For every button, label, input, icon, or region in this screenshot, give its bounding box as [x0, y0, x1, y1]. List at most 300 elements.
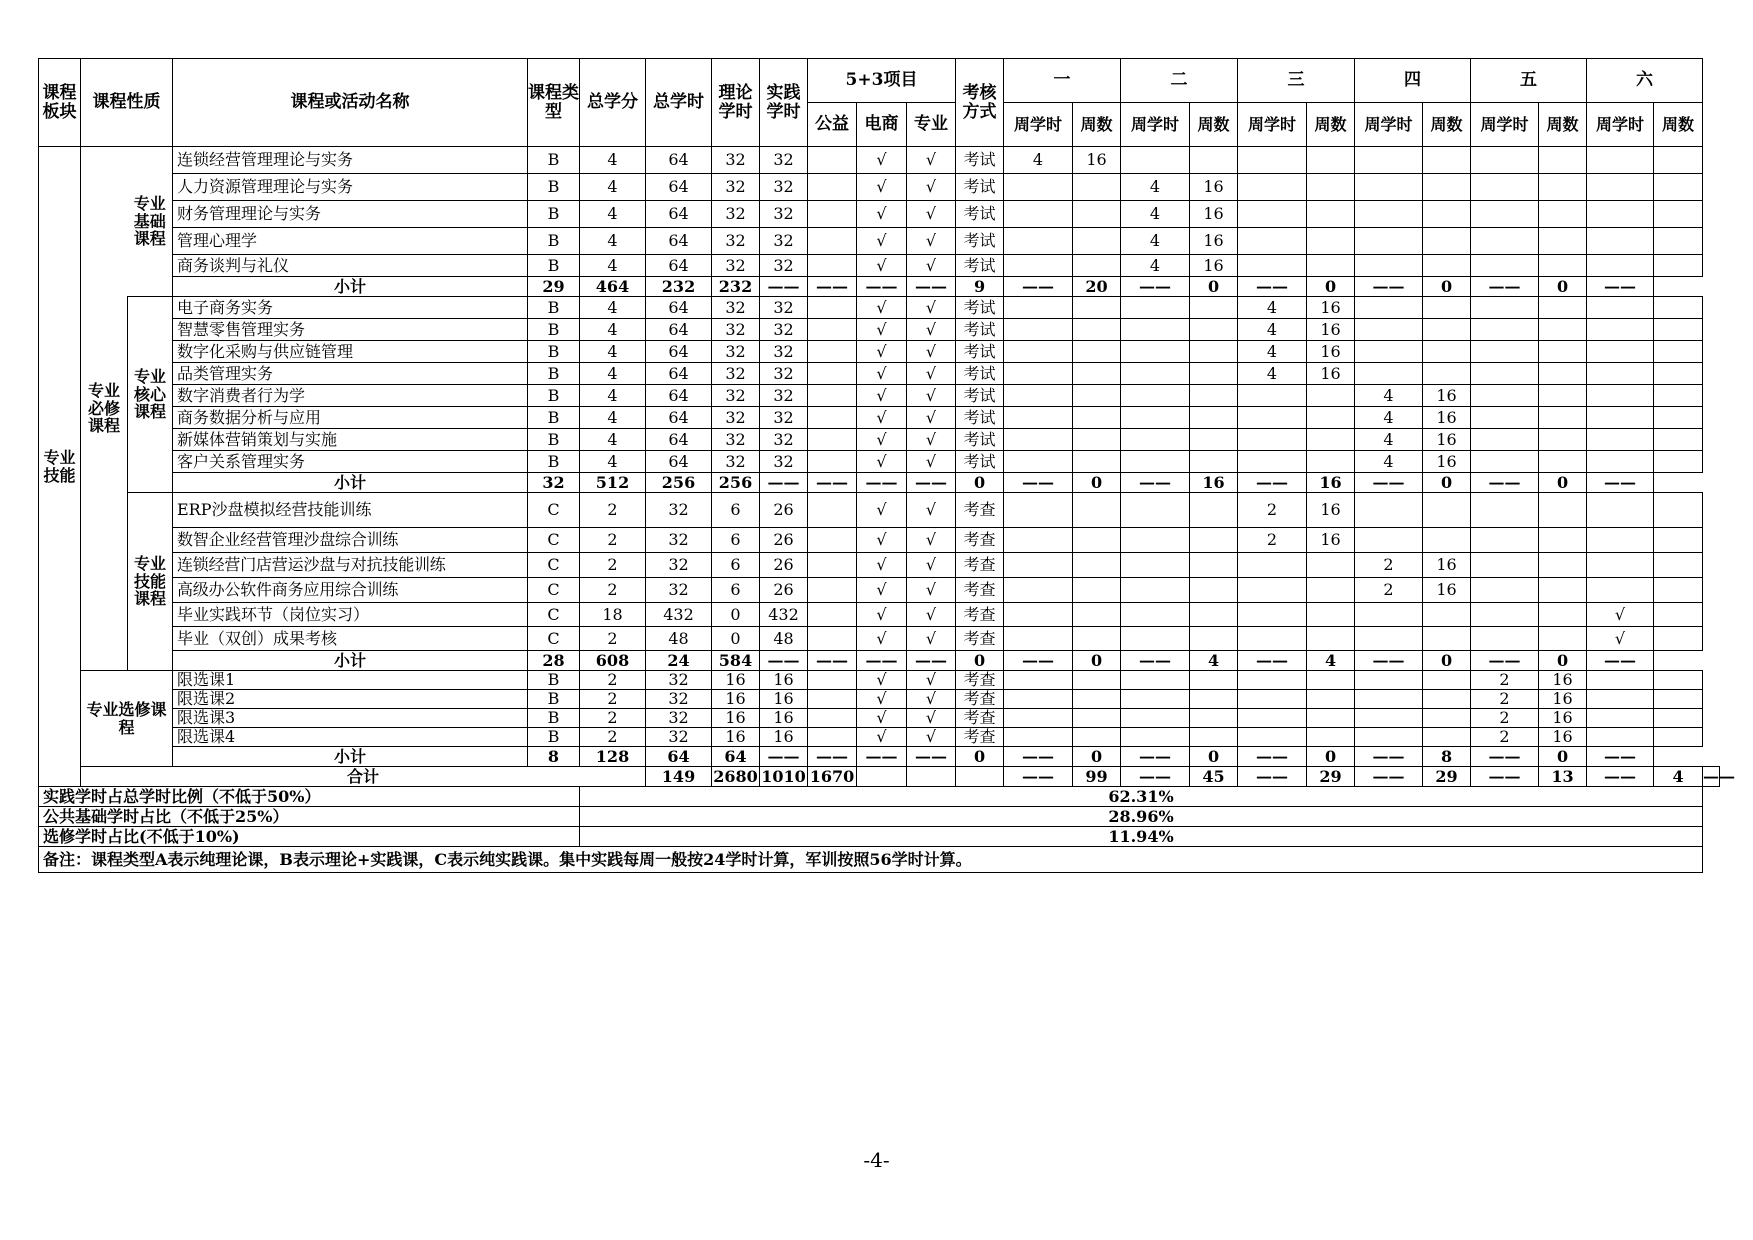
header-semester: 六 [1587, 59, 1703, 103]
header-theory-hours: 理论学时 [712, 59, 760, 147]
subtotal-cell: —— [907, 277, 956, 297]
table-cell: 4 [580, 201, 646, 228]
table-cell: 6 [712, 528, 760, 553]
table-cell: B [528, 319, 580, 341]
table-cell [1190, 407, 1238, 429]
total-cell: 13 [1539, 767, 1587, 787]
table-row [39, 690, 1720, 709]
table-cell: 26 [760, 553, 808, 578]
table-cell [1121, 578, 1190, 603]
subtotal-cell: —— [1121, 473, 1190, 493]
table-cell: 64 [646, 255, 712, 277]
course-name-cell: 财务管理理论与实务 [173, 201, 528, 228]
table-cell [808, 553, 857, 578]
table-cell: 0 [712, 603, 760, 627]
table-cell: 32 [760, 319, 808, 341]
table-cell: B [528, 385, 580, 407]
table-cell [1190, 690, 1238, 709]
table-cell: 4 [1355, 385, 1423, 407]
table-cell [1587, 493, 1654, 528]
table-cell [1073, 385, 1121, 407]
table-cell: 4 [1121, 228, 1190, 255]
table-cell [1355, 174, 1423, 201]
table-cell [1121, 603, 1190, 627]
table-cell [808, 578, 857, 603]
table-cell [1539, 553, 1587, 578]
table-cell: 16 [1423, 578, 1471, 603]
ratio-label: 实践学时占总学时比例（不低于50%） [39, 787, 580, 807]
table-cell: √ [857, 553, 907, 578]
table-cell: 4 [580, 385, 646, 407]
table-row [39, 297, 1720, 319]
table-row [39, 385, 1720, 407]
table-cell [808, 319, 857, 341]
subtotal-cell: 0 [1190, 747, 1238, 767]
table-cell [1121, 690, 1190, 709]
course-name-cell: 限选课2 [173, 690, 528, 709]
subtotal-cell: 0 [1423, 473, 1471, 493]
subtotal-label-cell: 小计 [173, 473, 528, 493]
table-cell [1190, 709, 1238, 728]
subtotal-cell: —— [1238, 277, 1307, 297]
table-cell: √ [1587, 603, 1654, 627]
table-cell [1423, 319, 1471, 341]
table-cell [1190, 603, 1238, 627]
table-cell: 16 [1307, 363, 1355, 385]
table-cell: 4 [1121, 201, 1190, 228]
table-row [39, 429, 1720, 451]
table-row [39, 578, 1720, 603]
table-cell [1654, 385, 1703, 407]
table-cell [1355, 319, 1423, 341]
table-cell: √ [857, 578, 907, 603]
table-cell [1355, 728, 1423, 747]
curriculum-table [38, 58, 1736, 873]
subtotal-cell: —— [1355, 747, 1423, 767]
table-cell: √ [907, 528, 956, 553]
table-cell [1423, 363, 1471, 385]
table-cell: 32 [760, 297, 808, 319]
table-cell [1307, 690, 1355, 709]
table-cell [1654, 690, 1703, 709]
table-cell [1307, 147, 1355, 174]
table-cell [1004, 255, 1073, 277]
table-cell: 26 [760, 493, 808, 528]
table-cell: 4 [1238, 341, 1307, 363]
table-cell [1238, 407, 1307, 429]
table-cell [1307, 553, 1355, 578]
table-cell [1471, 553, 1539, 578]
course-name-cell: 商务数据分析与应用 [173, 407, 528, 429]
table-cell: 16 [760, 671, 808, 690]
table-row [39, 709, 1720, 728]
table-cell [1539, 255, 1587, 277]
header-semester: 五 [1471, 59, 1587, 103]
table-cell: 26 [760, 578, 808, 603]
table-cell [1539, 493, 1587, 528]
table-cell [1355, 603, 1423, 627]
table-cell: 32 [712, 228, 760, 255]
table-cell: 4 [1004, 147, 1073, 174]
table-cell [1121, 385, 1190, 407]
table-cell: √ [907, 451, 956, 473]
table-cell: √ [907, 578, 956, 603]
table-cell [1004, 578, 1073, 603]
course-name-cell: 客户关系管理实务 [173, 451, 528, 473]
table-cell [1654, 553, 1703, 578]
table-cell [1190, 385, 1238, 407]
header-project-col: 专业 [907, 103, 956, 147]
table-cell [1121, 341, 1190, 363]
table-cell: √ [857, 709, 907, 728]
table-cell [1654, 174, 1703, 201]
table-cell: √ [857, 728, 907, 747]
table-cell: 32 [712, 341, 760, 363]
table-cell [1423, 493, 1471, 528]
table-cell [1307, 174, 1355, 201]
table-cell [1121, 493, 1190, 528]
table-cell [808, 255, 857, 277]
table-cell [1355, 297, 1423, 319]
table-cell: 2 [580, 671, 646, 690]
table-cell: B [528, 174, 580, 201]
subtotal-cell: 32 [528, 473, 580, 493]
table-cell: 16 [760, 728, 808, 747]
table-cell [1073, 228, 1121, 255]
subtotal-cell: —— [1587, 277, 1654, 297]
header-weeks: 周数 [1190, 103, 1238, 147]
table-cell: 考试 [956, 319, 1004, 341]
table-cell [1423, 255, 1471, 277]
subtotal-cell: 256 [712, 473, 760, 493]
table-cell [1539, 451, 1587, 473]
table-cell [1355, 671, 1423, 690]
table-cell: √ [857, 147, 907, 174]
table-cell [808, 603, 857, 627]
table-cell [1004, 671, 1073, 690]
table-cell: 16 [712, 690, 760, 709]
table-cell [1471, 385, 1539, 407]
table-cell [1238, 553, 1307, 578]
subtotal-cell: 0 [1423, 277, 1471, 297]
table-row [39, 341, 1720, 363]
table-cell [1073, 578, 1121, 603]
table-cell: √ [907, 671, 956, 690]
table-cell: 16 [1539, 709, 1587, 728]
table-row [39, 255, 1720, 277]
subtotal-cell: 0 [956, 651, 1004, 671]
subtotal-cell: —— [1471, 277, 1539, 297]
table-cell [1307, 709, 1355, 728]
table-cell [1539, 385, 1587, 407]
table-cell [808, 201, 857, 228]
table-cell: √ [857, 429, 907, 451]
table-cell: 16 [1073, 147, 1121, 174]
table-cell: 16 [712, 709, 760, 728]
table-cell: 2 [1471, 709, 1539, 728]
table-cell: 16 [712, 728, 760, 747]
table-cell [1190, 297, 1238, 319]
table-cell [1121, 528, 1190, 553]
table-cell [1539, 429, 1587, 451]
subtotal-cell: 0 [1539, 277, 1587, 297]
table-cell: 64 [646, 319, 712, 341]
table-cell: 4 [580, 341, 646, 363]
table-cell [1004, 553, 1073, 578]
table-cell: 4 [580, 147, 646, 174]
table-cell: 2 [1471, 728, 1539, 747]
subtotal-cell: —— [808, 747, 857, 767]
table-cell [1190, 627, 1238, 651]
ratio-label: 选修学时占比(不低于10%) [39, 827, 580, 847]
subtotal-cell: —— [1355, 651, 1423, 671]
subtotal-cell: —— [857, 747, 907, 767]
table-cell: 16 [1539, 728, 1587, 747]
table-cell [1121, 147, 1190, 174]
table-cell: 2 [580, 690, 646, 709]
table-cell: √ [907, 553, 956, 578]
table-cell: 考试 [956, 341, 1004, 363]
course-name-cell: 人力资源管理理论与实务 [173, 174, 528, 201]
header-weeks: 周数 [1073, 103, 1121, 147]
subtotal-cell: 0 [1307, 277, 1355, 297]
table-cell: 32 [712, 319, 760, 341]
table-cell [1121, 627, 1190, 651]
header-total-credits: 总学分 [580, 59, 646, 147]
table-cell: 16 [760, 690, 808, 709]
table-cell: √ [907, 297, 956, 319]
table-cell [1587, 363, 1654, 385]
table-cell: 4 [580, 363, 646, 385]
table-row [39, 493, 1720, 528]
header-weeks: 周数 [1423, 103, 1471, 147]
table-cell [1355, 627, 1423, 651]
table-cell: √ [857, 341, 907, 363]
table-cell [1238, 429, 1307, 451]
total-label-cell: 合计 [81, 767, 646, 787]
subtotal-cell: —— [808, 651, 857, 671]
subtotal-cell: —— [1471, 651, 1539, 671]
table-cell: 4 [1355, 451, 1423, 473]
table-cell [1471, 147, 1539, 174]
course-name-cell: 数字化采购与供应链管理 [173, 341, 528, 363]
table-cell [1238, 385, 1307, 407]
table-cell [1587, 341, 1654, 363]
table-cell [1654, 709, 1703, 728]
table-cell [1423, 297, 1471, 319]
table-cell: √ [907, 690, 956, 709]
table-cell [1471, 341, 1539, 363]
subtotal-cell: 464 [580, 277, 646, 297]
table-cell [808, 174, 857, 201]
subtotal-cell: 0 [1539, 747, 1587, 767]
header-total-hours: 总学时 [646, 59, 712, 147]
table-cell: √ [907, 709, 956, 728]
table-cell [1654, 528, 1703, 553]
table-cell [1190, 319, 1238, 341]
table-cell [808, 147, 857, 174]
table-cell: 考查 [956, 493, 1004, 528]
header-semester: 二 [1121, 59, 1238, 103]
table-cell: 考试 [956, 228, 1004, 255]
table-cell [1471, 407, 1539, 429]
header-practice-hours: 实践学时 [760, 59, 808, 147]
header-week-hours: 周学时 [1587, 103, 1654, 147]
table-cell [1004, 603, 1073, 627]
table-cell: 32 [712, 385, 760, 407]
table-cell [1654, 341, 1703, 363]
remark-text: 备注：课程类型A表示纯理论课，B表示理论+实践课，C表示纯实践课。集中实践每周一般按24学时计算，军训按照56学时计算。 [39, 847, 1703, 873]
table-cell: 432 [760, 603, 808, 627]
table-cell [1121, 709, 1190, 728]
course-name-cell: 智慧零售管理实务 [173, 319, 528, 341]
table-row [39, 228, 1720, 255]
table-cell: 16 [1307, 297, 1355, 319]
subtotal-cell: —— [907, 473, 956, 493]
table-cell: 16 [1190, 201, 1238, 228]
table-cell [1654, 147, 1703, 174]
table-cell [1307, 603, 1355, 627]
header-project-col: 公益 [808, 103, 857, 147]
table-cell [1423, 174, 1471, 201]
table-cell [1190, 728, 1238, 747]
table-cell: 16 [1190, 228, 1238, 255]
table-cell: 考查 [956, 528, 1004, 553]
table-cell [1004, 201, 1073, 228]
table-cell: 32 [646, 728, 712, 747]
table-cell: 32 [646, 690, 712, 709]
table-cell: 4 [580, 407, 646, 429]
core-group-cell: 专业核心课程 [128, 297, 173, 493]
table-cell [1004, 493, 1073, 528]
table-cell: 32 [646, 578, 712, 603]
table-cell [1654, 603, 1703, 627]
course-name-cell: 商务谈判与礼仪 [173, 255, 528, 277]
subtotal-cell: 128 [580, 747, 646, 767]
table-cell: 32 [712, 147, 760, 174]
subtotal-cell: 9 [956, 277, 1004, 297]
table-cell [1073, 255, 1121, 277]
subtotal-cell: —— [1355, 277, 1423, 297]
table-cell [1190, 147, 1238, 174]
course-name-cell: 毕业实践环节（岗位实习） [173, 603, 528, 627]
table-cell: 432 [646, 603, 712, 627]
table-cell: √ [907, 493, 956, 528]
table-cell: B [528, 429, 580, 451]
table-cell [1073, 728, 1121, 747]
subtotal-cell: 20 [1073, 277, 1121, 297]
table-row [39, 671, 1720, 690]
table-cell [1121, 297, 1190, 319]
subtotal-cell: —— [760, 651, 808, 671]
subtotal-row [39, 277, 1720, 297]
table-cell [1654, 297, 1703, 319]
table-cell [1423, 728, 1471, 747]
total-cell: 29 [1307, 767, 1355, 787]
table-cell [1121, 363, 1190, 385]
table-cell [1355, 690, 1423, 709]
subtotal-cell: —— [1121, 747, 1190, 767]
table-cell [1587, 728, 1654, 747]
table-cell [1004, 429, 1073, 451]
subtotal-cell: 0 [1307, 747, 1355, 767]
table-cell [1307, 627, 1355, 651]
table-cell [1471, 363, 1539, 385]
subtotal-cell: —— [857, 651, 907, 671]
table-cell [1121, 671, 1190, 690]
ratio-value: 28.96% [580, 807, 1703, 827]
table-cell [808, 627, 857, 651]
table-cell: 6 [712, 578, 760, 603]
total-cell [956, 767, 1004, 787]
subtotal-cell: —— [808, 277, 857, 297]
table-cell: 考试 [956, 147, 1004, 174]
subtotal-label-cell: 小计 [173, 651, 528, 671]
subtotal-cell: —— [1587, 747, 1654, 767]
table-cell [1004, 627, 1073, 651]
table-cell: 32 [760, 385, 808, 407]
table-cell: 32 [712, 201, 760, 228]
subtotal-cell: —— [907, 651, 956, 671]
table-cell: 2 [580, 553, 646, 578]
table-cell [1587, 319, 1654, 341]
table-cell [1654, 451, 1703, 473]
table-cell [1190, 528, 1238, 553]
table-cell: 4 [580, 429, 646, 451]
table-cell: B [528, 228, 580, 255]
table-cell: 64 [646, 341, 712, 363]
subtotal-cell: —— [1238, 747, 1307, 767]
table-cell: 考试 [956, 407, 1004, 429]
header-semester: 四 [1355, 59, 1471, 103]
table-cell [1238, 174, 1307, 201]
table-cell [808, 341, 857, 363]
table-cell [1121, 407, 1190, 429]
table-cell: 考查 [956, 728, 1004, 747]
table-cell: √ [907, 407, 956, 429]
table-cell [1539, 147, 1587, 174]
table-cell: 考查 [956, 578, 1004, 603]
table-cell [1539, 319, 1587, 341]
table-cell: √ [857, 690, 907, 709]
table-cell [1307, 578, 1355, 603]
table-cell: 4 [1238, 319, 1307, 341]
table-cell: 考查 [956, 553, 1004, 578]
table-cell [1121, 319, 1190, 341]
total-cell: —— [1238, 767, 1307, 787]
ratio-value: 62.31% [580, 787, 1703, 807]
table-cell [808, 690, 857, 709]
table-cell [1587, 690, 1654, 709]
table-cell [1073, 341, 1121, 363]
header-week-hours: 周学时 [1121, 103, 1190, 147]
subtotal-cell: —— [1121, 277, 1190, 297]
table-cell [1238, 255, 1307, 277]
table-cell [1587, 451, 1654, 473]
table-cell [1654, 201, 1703, 228]
table-cell [1190, 578, 1238, 603]
table-cell: 16 [1539, 671, 1587, 690]
table-cell: 4 [580, 451, 646, 473]
table-cell: 64 [646, 363, 712, 385]
table-cell: √ [857, 407, 907, 429]
course-name-cell: 连锁经营门店营运沙盘与对抗技能训练 [173, 553, 528, 578]
table-cell [1238, 709, 1307, 728]
table-cell: 32 [646, 493, 712, 528]
table-cell: √ [857, 255, 907, 277]
course-name-cell: 品类管理实务 [173, 363, 528, 385]
subtotal-cell: 0 [1539, 473, 1587, 493]
